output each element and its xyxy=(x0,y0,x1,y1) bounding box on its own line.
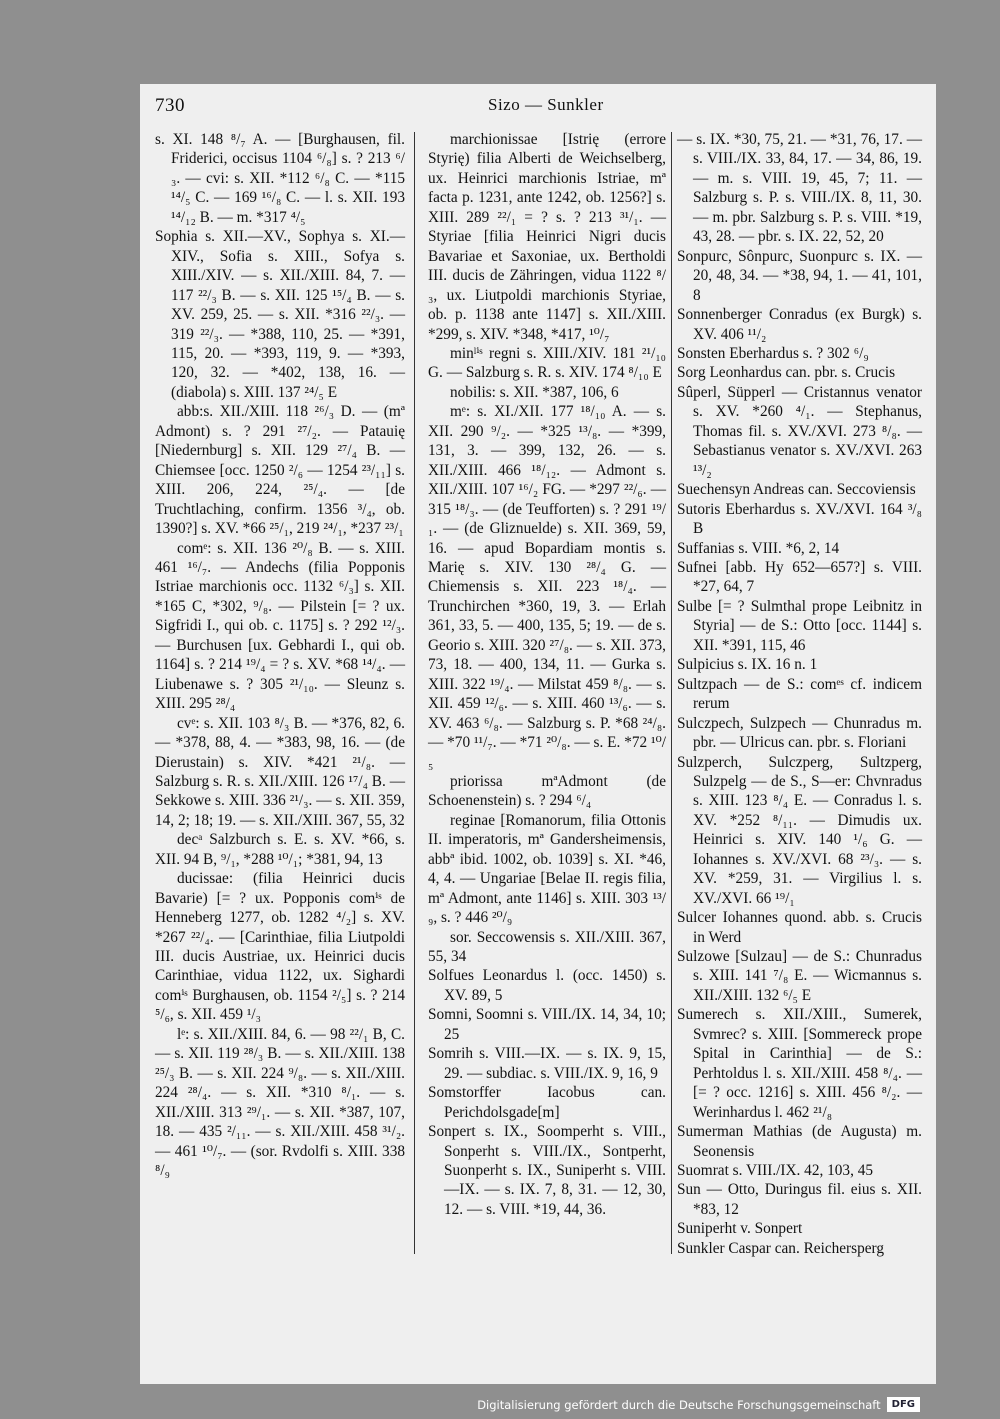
index-entry: s. XI. 148 ⁸/₇ A. — [Burghausen, fil. Friderici, occisus 1104 ⁶/₈] s. ? 213 ⁶/₃. — cvi: s. XII. *112 ⁶/₈ C. — *115 ¹⁴/₅ C. — 169 ¹⁶/₈ C. — l. s. XII. 193 ¹⁴/₁₂ B. — m. *317 ⁴/₅ xyxy=(155,131,405,226)
dfg-logo: DFG xyxy=(887,1397,920,1412)
column-rule-1 xyxy=(414,132,415,1254)
index-entry: Sorg Leonhardus can. pbr. s. Crucis xyxy=(677,364,896,382)
index-entry: ducissae: (filia Heinrici ducis Bavarie) [= ? ux. Popponis comⁱˢ de Henneberg 1277, ob. 1282 ⁴/₂] s. XV. *267 ²²/₄. — [Carinthiae, filia Liutpoldi III. ducis Austriae, ux. Heinrici ducis Carinthiae, vidua 1122, ux. Sighardi comⁱˢ Burghausen, ob. 1154 ²/₅] s. ? 214 ⁵/₆, s. XII. 459 ¹/₃ xyxy=(155,870,405,1024)
index-entry: nobilis: s. XII. *387, 106, 6 xyxy=(450,383,619,401)
index-entry: — s. IX. *30, 75, 21. — *31, 76, 17. — s. VIII./IX. 33, 84, 17. — 34, 86, 19. — m. s. VIII. 19, 45, 7; 11. — Salzburg s. P. s. VIII./IX. 8, 11, 30. — m. pbr. Salzburg s. P. s. VIII. *19, 43, 28. — pbr. s. IX. 22, 52, 20 xyxy=(677,131,922,246)
index-entry: Sulczpech, Sulzpech — Chunradus m. pbr. — Ulricus can. pbr. s. Floriani xyxy=(677,714,922,752)
index-entry: decᵃ Salzburch s. E. s. XV. *66, s. XII. 94 B, ⁹/₁, *288 ¹⁰/₁; *381, 94, 13 xyxy=(155,831,405,868)
footer-text: Digitalisierung gefördert durch die Deutsche Forschungsgemeinschaft xyxy=(477,1397,881,1412)
index-entry: Suniperht v. Sonpert xyxy=(677,1220,803,1238)
index-entry: cvᵉ: s. XII. 103 ⁸/₃ B. — *376, 82, 6. — *378, 88, 4. — *383, 98, 16. — (de Dierustain) s. XIV. *421 ²¹/₈. — Salzburg s. R. s. XII./XIII. 126 ¹⁷/₄ B. — Sekkowe s. XIII. 336 ²¹/₃. — s. XII. 359, 14, 2; 18; 19. — s. XII./XIII. 367, 55, 32 xyxy=(155,714,405,829)
index-entry: Sumerech s. XII./XIII., Sumerek, Svmrec? s. XIII. [Sommereck prope Spital in Carinthia] — de S.: Perhtoldus l. s. XII./XIII. 458 ⁸/₄. — [= ? occ. 1216] s. XIII. 456 ⁸/₂. — Werinhardus l. 462 ²¹/₈ xyxy=(677,1006,922,1121)
index-column-1 xyxy=(155,130,405,1180)
index-entry: Sulcer Iohannes quond. abb. s. Crucis in Werd xyxy=(677,909,922,946)
index-entry: sor. Seccowensis s. XII./XIII. 367, 55, 34 xyxy=(428,928,666,966)
running-head: Sizo — Sunkler xyxy=(488,95,604,114)
index-entry: lᵉ: s. XII./XIII. 84, 6. — 98 ²²/₁ B, C. — s. XII. 119 ²⁸/₃ B. — s. XII./XIII. 138 ²⁵/₃ B. — s. XII. 224 ⁹/₈. — s. XII./XIII. 224 ²⁸/₄. — s. XII. *310 ⁸/₁. — s. XII./XIII. 313 ²⁹/₁. — s. XII. *387, 107, 18. — 435 ²/₁₁. — s. XII./XIII. 458 ³¹/₂. — 461 ¹⁰/₇. — (sor. Rvdolfi s. XIII. 338 ⁸/₉ xyxy=(155,1025,405,1180)
index-entry: Sonpurc, Sônpurc, Suonpurc s. IX. — 20, 48, 34. — *38, 94, 1. — 41, 101, 8 xyxy=(677,247,922,304)
index-column-2 xyxy=(428,130,666,1219)
index-entry: Sufnei [abb. Hy 652—657?] s. VIII. *27, 64, 7 xyxy=(677,558,922,596)
index-entry: Sumerman Mathias (de Augusta) m. Seonensis xyxy=(677,1123,922,1160)
index-entry: comᵉ: s. XII. 136 ²⁰/₈ B. — s. XIII. 461 ¹⁶/₇. — Andechs (filia Popponis Istriae marchionis occ. 1132 ⁶/₃] s. XII. *165 C, *302, ⁹/₈. — Pilstein [= ? ux. Sigfridi I., qui ob. c. 1175] s. ? 292 ¹²/₃. — Burchusen [ux. Gebhardi I., qui ob. 1164] s. ? 214 ¹⁹/₄ = ? s. XV. *68 ¹⁴/₄. — Liubenawe s. ? 305 ²¹/₁₀. — Sleunz s. XIII. 295 ²⁸/₄ xyxy=(155,539,405,713)
index-entry: abb:s. XII./XIII. 118 ²⁶/₃ D. — (mª Admont) s. ? 291 ²⁷/₂. — Patauię [Niedernburg] s. XII. 129 ²⁷/₄ B. — Chiemsee [occ. 1250 ²/₆ — 1254 ²³/₁₁] s. XIII. 206, 224, ²⁵/₄. — [de Truchtlaching, confirm. 1356 ³/₄, ob. 1390?] s. XV. *66 ²⁵/₁, 219 ²⁴/₁, *237 ²³/₁ xyxy=(155,403,405,538)
index-entry: Sultzpach — de S.: comᵉˢ cf. indicem rerum xyxy=(677,675,922,713)
index-entry: Sûperl, Süpperl — Cristannus venator s. XV. *260 ⁴/₁. — Stephanus, Thomas fil. s. XV./XVI. 273 ⁸/₈. — Sebastianus venator s. XV./XVI. 263 ¹³/₂ xyxy=(677,383,922,479)
index-entry: Sulbe [= ? Sulmthal prope Leibnitz in Styria] — de S.: Otto [occ. 1144] s. XII. *391, 115, 46 xyxy=(677,597,922,654)
index-entry: Somrih s. VIII.—IX. — s. IX. 9, 15, 29. — subdiac. s. VIII./IX. 9, 16, 9 xyxy=(428,1045,666,1082)
page-number: 730 xyxy=(155,95,185,116)
index-entry: Sulzowe [Sulzau] — de S.: Chunradus s. XIII. 141 ⁷/₈ E. — Wicmannus s. XII./XIII. 132 ⁶/₅ E xyxy=(677,948,922,1004)
index-entry: Suffanias s. VIII. *6, 2, 14 xyxy=(677,539,840,557)
index-entry: marchionissae [Istrię (errore Styrię) filia Alberti de Weichselberg, ux. Heinrici marchionis Istriae, mª facta p. 1231, ante 1242, ob. 1256?] s. XIII. 289 ²²/₁ = ? s. ? 213 ³¹/₁. — Styriae [filia Heinrici Nigri ducis Bavariae et Saxoniae, ux. Bertholdi III. ducis de Zähringen, vidua 1122 ⁸/₃, ux. Liutpoldi marchionis Styriae, ob. p. 1138 ante 1147] s. XII./XIII. *299, s. XIV. *348, *417, ¹⁰/₇ xyxy=(428,131,666,343)
index-entry: mᵉ: s. XI./XII. 177 ¹⁸/₁₀ A. — s. XII. 290 ⁹/₂. — *325 ¹³/₈. — *399, 131, 3. — 399, 132, 26. — s. XII./XIII. 466 ¹⁸/₁₂. — Admont s. XII./XIII. 107 ¹⁶/₂ FG. — *297 ²²/₆. — 315 ¹⁸/₃. — (de Teufforten) s. ? 291 ¹⁹/₁. — (de Gliznuelde) s. XII. 369, 59, 16. — apud Bopardiam montis s. Marię s. XIV. 130 ²⁸/₄ G. — Chiemensis s. XII. 223 ¹⁸/₄. — Trunchirchen *360, 19, 3. — Erlah 361, 33, 5. — 400, 135, 5; 19. — de s. Georio s. XIII. 320 ²⁷/₈. — s. XII. 373, 73, 18. — 400, 134, 11. — Gurka s. XIII. 322 ¹⁹/₄. — Milstat 459 ⁸/₈. — s. XII. 459 ¹²/₆. — s. XIII. 460 ¹³/₆. — s. XV. 463 ⁶/₈. — Salzburg s. P. *68 ²⁴/₈. — *70 ¹¹/₇. — *71 ²⁰/₈. — s. E. *72 ¹⁰/₅ xyxy=(428,403,666,771)
index-entry: Sophia s. XII.—XV., Sophya s. XI.—XIV., Sofia s. XIII., Sofya s. XIII./XIV. — s. XII./XIII. 84, 7. — 117 ²²/₃ B. — s. XII. 125 ¹⁵/₄ B. — s. XV. 259, 25. — s. XII. *316 ²²/₃. — 319 ²²/₃. — *388, 110, 25. — *391, 115, 20. — *393, 119, 9. — *393, 120, 32. — *402, 138, 16. — (diabola) s. XIII. 137 ²⁴/₅ E xyxy=(155,228,405,401)
index-entry: Solfues Leonardus l. (occ. 1450) s. XV. 89, 5 xyxy=(428,967,666,1004)
footer xyxy=(477,1397,920,1412)
index-entry: Somstorffer Iacobus can. Perichdolsgade[m] xyxy=(428,1084,666,1121)
index-entry: Sun — Otto, Duringus fil. eius s. XII. *83, 12 xyxy=(677,1181,922,1218)
index-entry: Somni, Soomni s. VIII./IX. 14, 34, 10; 25 xyxy=(428,1006,666,1043)
index-entry: priorissa mªAdmont (de Schoenenstein) s. ? 294 ⁶/₄ xyxy=(428,772,666,810)
index-entry: Sunkler Caspar can. Reichersperg xyxy=(677,1239,885,1257)
index-column-3 xyxy=(677,130,922,1258)
index-entry: minˡⁱˢ regni s. XIII./XIV. 181 ²¹/₁₀ G. — Salzburg s. R. s. XIV. 174 ⁸/₁₀ E xyxy=(428,344,666,382)
index-entry: Sulpicius s. IX. 16 n. 1 xyxy=(677,656,818,674)
index-entry: Sonnenberger Conradus (ex Burgk) s. XV. 406 ¹¹/₂ xyxy=(677,306,922,343)
index-entry: Sonsten Eberhardus s. ? 302 ⁶/₉ xyxy=(677,344,869,362)
column-rule-2 xyxy=(671,132,672,1254)
index-entry: Suomrat s. VIII./IX. 42, 103, 45 xyxy=(677,1162,874,1180)
index-entry: reginae [Romanorum, filia Ottonis II. imperatoris, mª Gandersheimensis, abbª ibid. 1002, ob. 1039] s. XI. *46, 4, 4. — Ungariae [Belae II. regis filia, mª Admont, ante 1146] s. XIII. 303 ¹³/₉, s. ? 446 ²⁰/₉ xyxy=(428,811,666,927)
index-entry: Sutoris Eberhardus s. XV./XVI. 164 ³/₈ B xyxy=(677,500,922,538)
index-entry: Sulzperch, Sulczperg, Sultzperg, Sulzpelg — de S., S—er: Chvnradus s. XIII. 123 ⁸/₄ E. — Conradus l. s. XV. *252 ⁸/₁₁. — Dimudis ux. Heinrici s. XIV. 140 ¹/₆ G. — Iohannes s. XV./XVI. 68 ²³/₃. — s. XV. *259, 31. — Virgilius l. s. XV./XVI. 66 ¹⁹/₁ xyxy=(677,753,922,907)
index-entry: Sonpert s. IX., Soomperht s. VIII., Sonperht s. VIII./IX., Sontperht, Suonperht s. IX., Suniperht s. VIII.—IX. — s. IX. 7, 8, 31. — 12, 30, 12. — s. VIII. *19, 44, 36. xyxy=(428,1123,666,1218)
index-entry: Suechensyn Andreas can. Seccoviensis xyxy=(677,481,916,499)
